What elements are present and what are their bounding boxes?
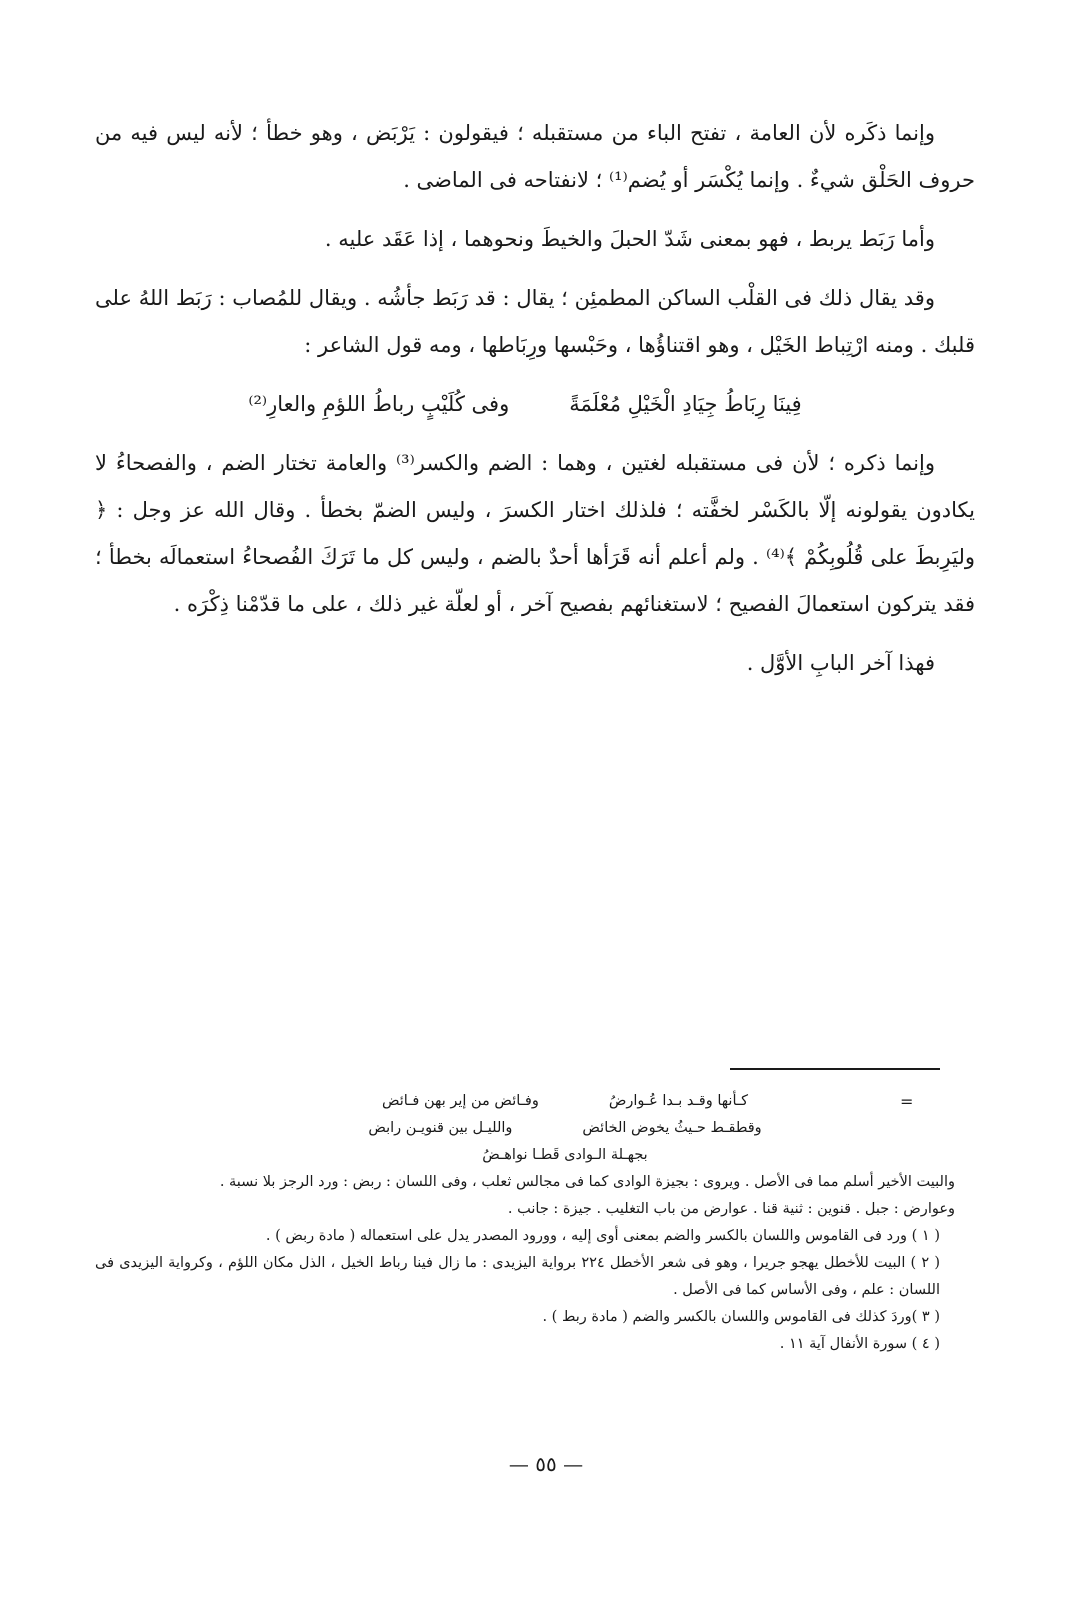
footnote-4: ( ٤ ) سورة الأنفال آية ١١ . bbox=[779, 1336, 940, 1352]
page-number: — ٥٥ — bbox=[508, 1452, 584, 1476]
footnote-separator bbox=[730, 1068, 940, 1070]
paragraph-1: وإنما ذكَره لأن العامة ، تفتح الباء من مستقبله ؛ فيقولون : يَرْبَض ، وهو خطأ ؛ لأنه ليس فيه من حروف الحَلْق شيءٌ . وإنما يُكْسَر أو يُضم⁽¹⁾ ؛ لانفتاحه فى الماضى . bbox=[95, 121, 975, 192]
footnote-verse-2-left: والليـل بين قنويـن رابض bbox=[368, 1120, 513, 1136]
paragraph-4: وإنما ذكره ؛ لأن فى مستقبله لغتين ، وهما : الضم والكسر⁽³⁾ والعامة تختار الضم ، والفصحاءُ لا يكادون يقولونه إلّا بالكَسْر لخفَّته ؛ فلذلك اختار الكسرَ ، وليس الضمّ بخطأ . وقال الله عز وجل : ﴿ وليَرِبطَ على قُلُوبِكُمْ ﴾⁽⁴⁾ . ولم أعلم أنه قَرَأها أحدٌ بالضم ، وليس كل ما تَرَكَ الفُصحاءُ استعمالَه بخطأ ؛ فقد يتركون استعمالَ الفصيح ؛ لاستغنائهم بفصيح آخر ، أو لعلّة غير ذلك ، على ما قدّمْنا ذِكْرَه . bbox=[95, 451, 975, 616]
paragraph-3: وقد يقال ذلك فى القلْب الساكن المطمئِن ؛ يقال : قد رَبَط جأشُه . ويقال للمُصاب : رَبَط اللهُ على قلبك . ومنه ارْتِباط الخَيْل ، وهو اقتناؤُها ، وحَبْسها ورِبَاطها ، ومه قول الشاعر : bbox=[95, 286, 975, 357]
footnote-verse-1 bbox=[95, 1088, 955, 1115]
main-text bbox=[95, 110, 975, 699]
footnote-note-b: وعوارض : جبل . قنوين : ثنية قنا . عوارض من باب التغليب . جيزة : جانب . bbox=[507, 1201, 955, 1217]
verse-second-hemistich: وفى كُلَيْبٍ رباطُ اللؤمِ والعارِ⁽²⁾ bbox=[248, 392, 510, 416]
footnote-verse-2 bbox=[95, 1115, 955, 1142]
poem-verse bbox=[95, 381, 975, 428]
footnote-2: ( ٢ ) البيت للأخطل يهجو جريرا ، وهو فى شعر الأخطل ٢٢٤ برواية اليزيدى : ما زال فينا رباط الخيل ، الذل مكان اللؤم ، وكرواية اليزيدى فى اللسان : علم ، وفى الأساس كما فى الأصل . bbox=[95, 1255, 940, 1298]
footnote-1: ( ١ ) ورد فى القاموس واللسان بالكسر والضم بمعنى أوى إليه ، وورود المصدر يدل على استعماله ( مادة ربض ) . bbox=[265, 1228, 940, 1244]
footnotes bbox=[95, 1088, 955, 1358]
footnote-verse-2-right: وقطقـط حـيثُ يخوض الخائض bbox=[582, 1120, 762, 1136]
footnote-verse-1-left: وفـائض من إير بهن فـائض bbox=[381, 1093, 539, 1109]
paragraph-2: وأما رَبَط يربط ، فهو بمعنى شَدّ الحبلَ والخيطَ ونحوهما ، إذا عَقَد عليه . bbox=[324, 227, 935, 251]
footnote-verse-3 bbox=[95, 1142, 955, 1169]
chapter-closing: فهذا آخر البابِ الأوَّل . bbox=[746, 651, 935, 675]
footnote-verse-1-right: كـأنها وقـد بـدا عُـوارضُ bbox=[608, 1093, 749, 1109]
footnote-verse-3-text: بجهـلة الـوادى قَطـا نواهـضُ bbox=[482, 1147, 648, 1163]
footnote-continuation-mark: = bbox=[900, 1092, 914, 1111]
footnote-note-a: والبيت الأخير أسلم مما فى الأصل . ويروى : بجيزة الوادى كما فى مجالس ثعلب ، وفى اللسان : ربض : ورد الرجز بلا نسبة . bbox=[219, 1174, 955, 1190]
verse-first-hemistich: فِينَا رِبَاطُ جِيَادِ الْخَيْلِ مُعْلَمَةً bbox=[569, 392, 802, 416]
footnote-3: ( ٣ )وردَ كذلك فى القاموس واللسان بالكسر والضم ( مادة ربط ) . bbox=[542, 1309, 940, 1325]
